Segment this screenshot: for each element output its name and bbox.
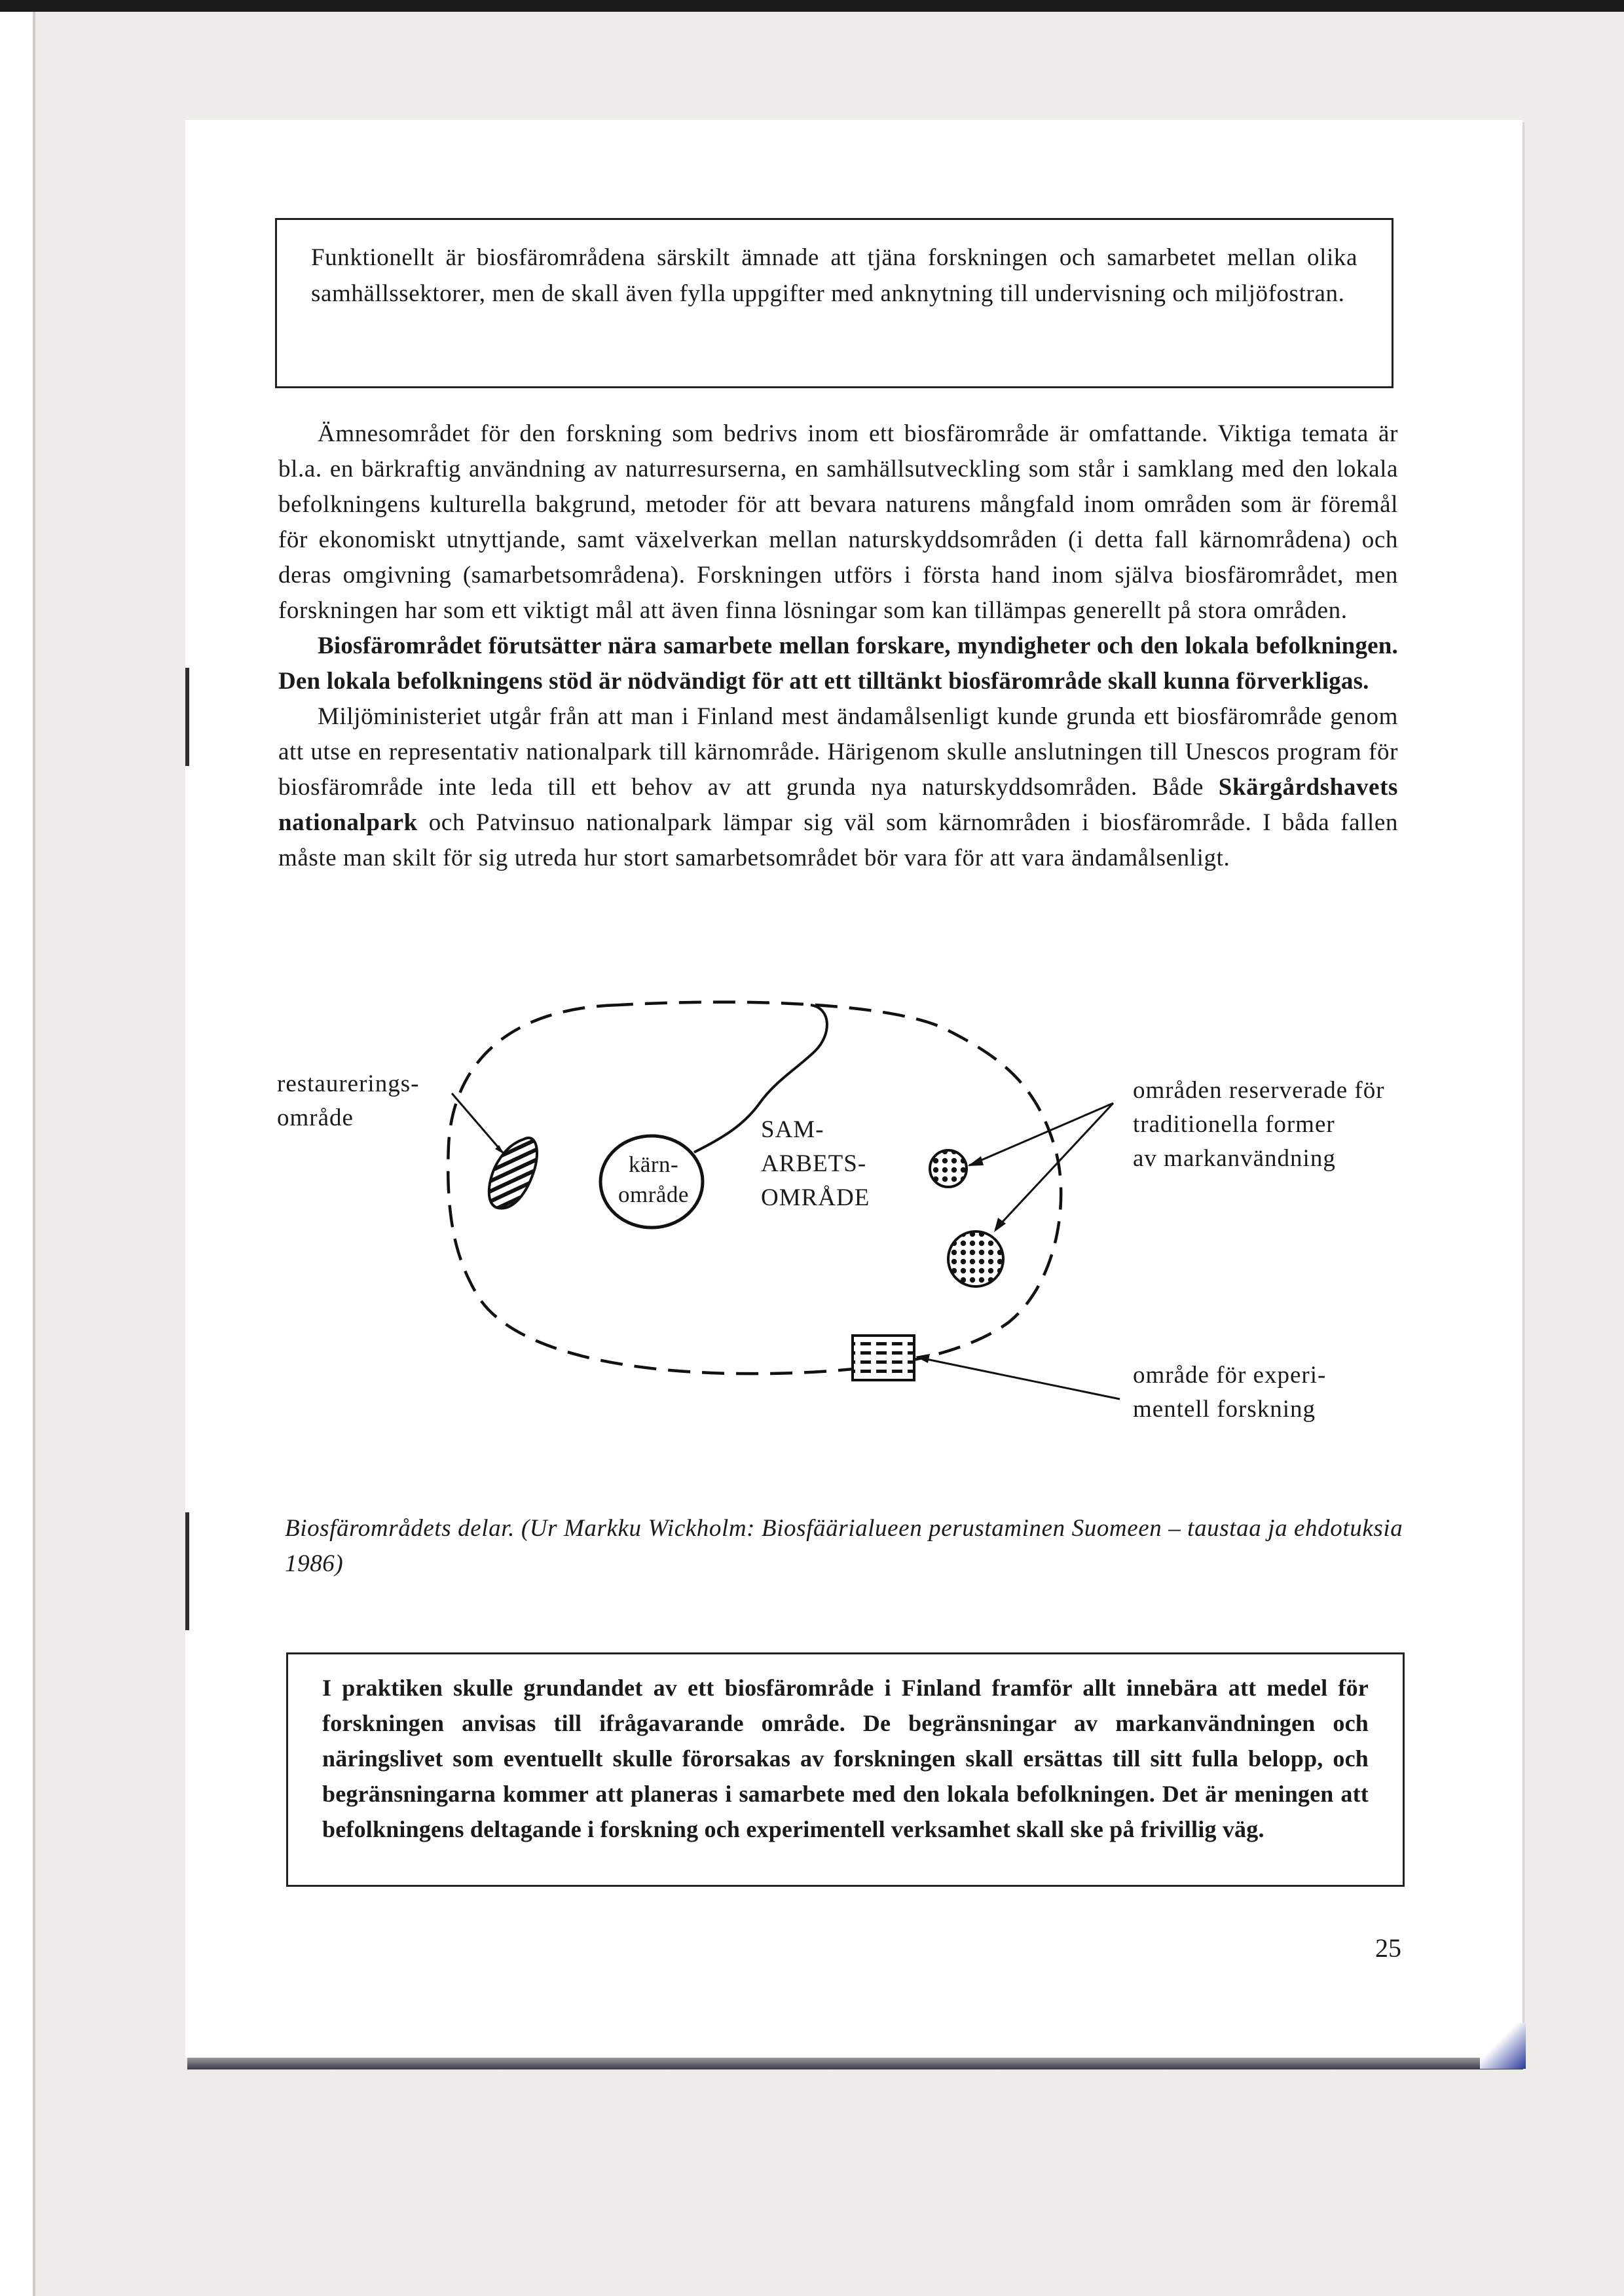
label-line: område: [618, 1182, 689, 1207]
diagram-drawing: [262, 982, 1441, 1506]
paragraph-text: Miljöministeriet utgår från att man i Finland mest ändamålsenligt kunde grunda ett biosfärområde genom att utse en representativ nationalpark till kärnområde. Härigenom skulle anslutningen till Unescos program för biosfärområde inte leda till ett behov av att grunda nya naturskyddsområden. Både: [278, 703, 1398, 801]
label-traditional-use: [1133, 1074, 1385, 1176]
intro-box: [275, 218, 1393, 388]
page-corner-shadow: [1480, 2023, 1526, 2069]
traditional-pointer: [969, 1103, 1113, 1165]
binding-mark: [185, 1512, 189, 1630]
arrowhead: [968, 1156, 984, 1166]
label-experimental-area: [1133, 1358, 1326, 1427]
label-core-area: [601, 1150, 706, 1210]
label-line: kärn-: [628, 1152, 679, 1177]
page-bottom-edge: [187, 2058, 1523, 2069]
figure-caption: Biosfärområdets delar. (Ur Markku Wickholm: Biosfäärialueen perustaminen Suomeen – taustaa ja ehdotuksia 1986): [285, 1515, 1403, 1577]
label-restoration-area: [277, 1067, 419, 1135]
label-line: områden reserverade för: [1133, 1077, 1385, 1104]
label-line: av markanvändning: [1133, 1145, 1336, 1172]
national-park-name: Skärgårdshavets nationalpark: [278, 774, 1398, 836]
experimental-pointer: [917, 1357, 1120, 1399]
label-line: traditionella former: [1133, 1111, 1335, 1138]
label-line: mentell forskning: [1133, 1396, 1316, 1423]
summary-box: [286, 1652, 1405, 1887]
label-cooperation-area: [761, 1113, 870, 1215]
cooperation-area-boundary: [448, 1002, 1061, 1374]
paragraph: [278, 699, 1398, 876]
biosphere-diagram: [262, 982, 1441, 1506]
intro-box-text: Funktionellt är biosfärområdena särskilt ämnade att tjäna forskningen och samarbetet mellan olika samhällssektorer, men de skall även fylla uppgifter med anknytning till undervisning och miljöfostran.: [311, 244, 1357, 307]
paragraph: Ämnesområdet för den forskning som bedrivs inom ett biosfärområde är omfattande. Viktiga temata är bl.a. en bärkraftig användning av naturresurserna, en samhällsutveckling som står i samklang med den lokala befolkningens kulturella bakgrund, metoder för att bevara naturens mångfald inom områden som är föremål för ekonomiskt utnyttjande, samt växelverkan mellan naturskyddsområden (i detta fall kärnområdena) och deras omgivning (samarbetsområdena). Forskningen utförs i första hand inom själva biosfärområdet, men forskningen har som ett viktigt mål att även finna lösningar som kan tillämpas generellt på stora områden.: [278, 420, 1398, 624]
paragraph-text: och Patvinsuo nationalpark lämpar sig väl som kärnområden i biosfärområde. I båda fallen måste man skilt för sig utreda hur stort samarbetsområdet bör vara för att vara ändamålsenligt.: [278, 809, 1398, 871]
body-text: [278, 416, 1398, 876]
traditional-use-area-large: [948, 1231, 1003, 1286]
summary-box-text: I praktiken skulle grundandet av ett biosfärområde i Finland framför allt innebära att medel för forskningen anvisas till ifrågavarande område. De begränsningar av markanvändningen och näringslivet som eventuellt skulle förorsakas av forskningen skall ersättas till sitt fulla belopp, och begränsningarna kommer att planeras i samarbete med den lokala befolkningen. Det är meningen att befolkningens deltagande i forskning och experimentell verksamhet skall ske på frivillig väg.: [322, 1675, 1369, 1842]
binding-mark: [185, 668, 189, 766]
page-number: 25: [1375, 1933, 1401, 1963]
label-line: område för experi-: [1133, 1362, 1327, 1389]
scan-top-edge: [0, 0, 1624, 12]
label-line: ARBETS-: [761, 1150, 867, 1177]
traditional-use-area-small: [930, 1150, 967, 1187]
restoration-pointer: [452, 1093, 504, 1154]
label-line: område: [277, 1104, 354, 1131]
label-line: restaurerings-: [277, 1070, 420, 1097]
paragraph-emphasis: Biosfärområdet förutsätter nära samarbete mellan forskare, myndigheter och den lokala befolkningen. Den lokala befolkningens stöd är nödvändigt för att ett tilltänkt biosfärområde skall kunna förverkligas.: [278, 632, 1398, 695]
label-line: OMRÅDE: [761, 1184, 870, 1211]
label-line: SAM-: [761, 1116, 824, 1143]
traditional-pointer: [995, 1103, 1113, 1230]
experimental-area-shape: [853, 1336, 914, 1380]
